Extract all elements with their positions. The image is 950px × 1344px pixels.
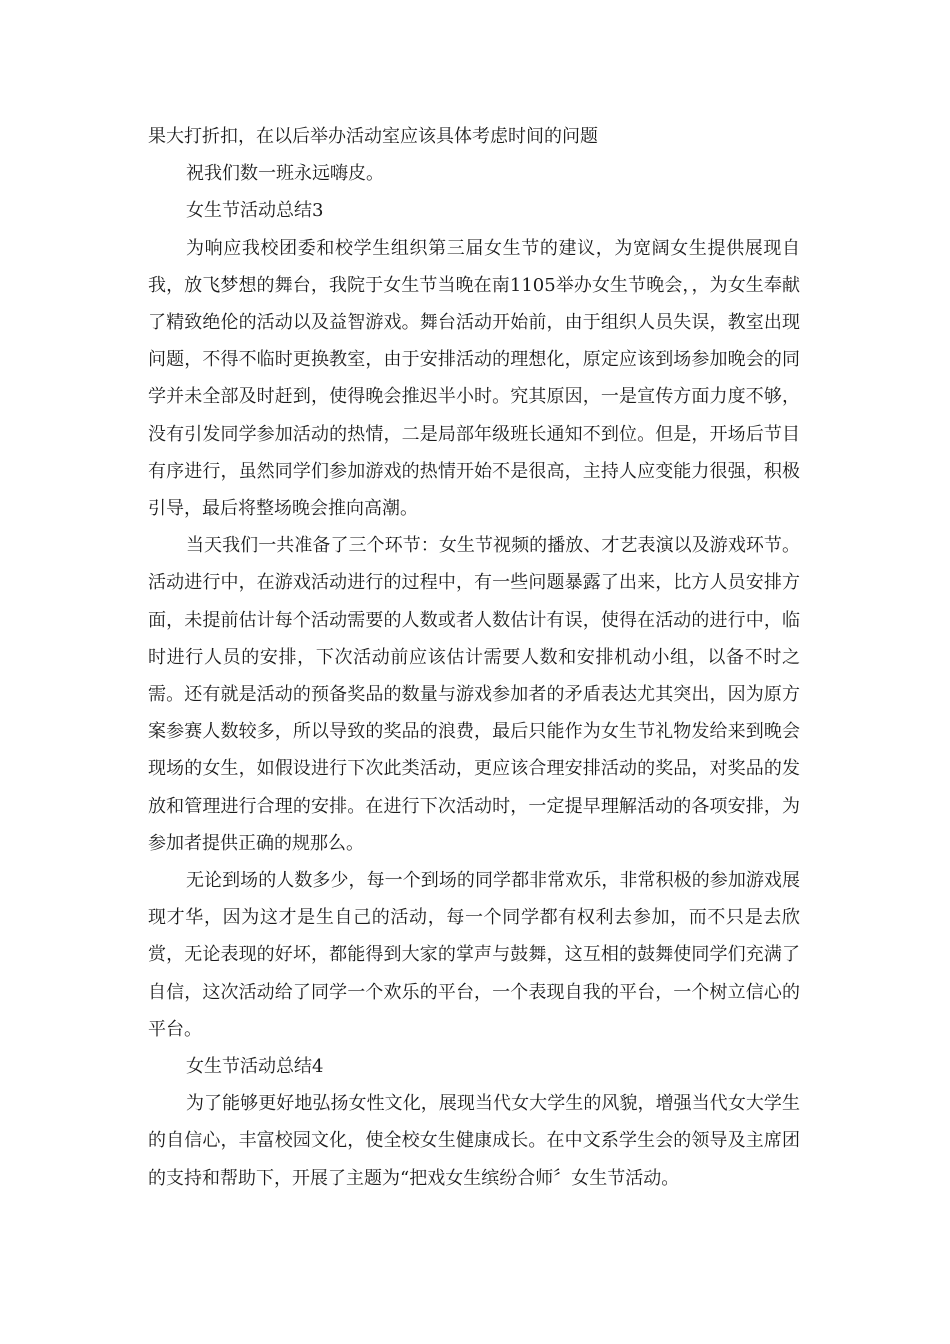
paragraph-s3-conclusion: 无论到场的人数多少，每一个到场的同学都非常欢乐，非常积极的参加游戏展现才华，因为这才是生自己的活动，每一个同学都有权利去参加，而不只是去欣赏，无论表现的好坏，都能得到大家的掌声与鼓舞，这互相的鼓舞使同学们充满了自信，这次活动给了同学一个欢乐的平台，一个表现自我的平台，一个树立信心的平台。 xyxy=(148,870,800,1040)
section-heading-4: 女生节活动总结4 xyxy=(186,1056,324,1078)
paragraph-continuation: 果大打折扣，在以后举办活动室应该具体考虑时间的问题 xyxy=(148,126,598,147)
document-page xyxy=(148,118,800,1197)
paragraph-closing-wish: 祝我们数一班永远嗨皮。 xyxy=(186,163,384,185)
paragraph-s3-intro: 为响应我校团委和校学生组织第三届女生节的建议，为宽阔女生提供展现自我，放飞梦想的舞台，我院于女生节当晚在南1105举办女生节晚会，，为女生奉献了精致绝伦的活动以及益智游戏。舞台活动开始前，由于组织人员失误，教室出现问题，不得不临时更换教室，由于安排活动的理想化，原定应该到场参加晚会的同学并未全部及时赶到，使得晚会推迟半小时。究其原因，一是宣传方面力度不够，没有引发同学参加活动的热情，二是局部年级班长通知不到位。但是，开场后节目有序进行，虽然同学们参加游戏的热情开始不是很高，主持人应变能力很强，积极引导，最后将整场晚会推向高潮。 xyxy=(148,237,800,520)
paragraph-s4-intro: 为了能够更好地弘扬女性文化，展现当代女大学生的风貌，增强当代女大学生的自信心，丰富校园文化，使全校女生健康成长。在中文系学生会的领导及主席团的支持和帮助下，开展了主题为“把戏女生缤纷合师〞女生节活动。 xyxy=(148,1093,800,1189)
paragraph-s3-segments: 当天我们一共准备了三个环节：女生节视频的播放、才艺表演以及游戏环节。活动进行中，在游戏活动进行的过程中，有一些问题暴露了出来，比方人员安排方面，未提前估计每个活动需要的人数或者人数估计有误，使得在活动的进行中，临时进行人员的安排，下次活动前应该估计需要人数和安排机动小组，以备不时之需。还有就是活动的预备奖品的数量与游戏参加者的矛盾表达尤其突出，因为原方案参赛人数较多，所以导致的奖品的浪费，最后只能作为女生节礼物发给来到晚会现场的女生，如假设进行下次此类活动，更应该合理安排活动的奖品，对奖品的发放和管理进行合理的安排。在进行下次活动时，一定提早理解活动的各项安排，为参加者提供正确的规那么。 xyxy=(148,535,800,854)
section-heading-3: 女生节活动总结3 xyxy=(186,200,324,222)
